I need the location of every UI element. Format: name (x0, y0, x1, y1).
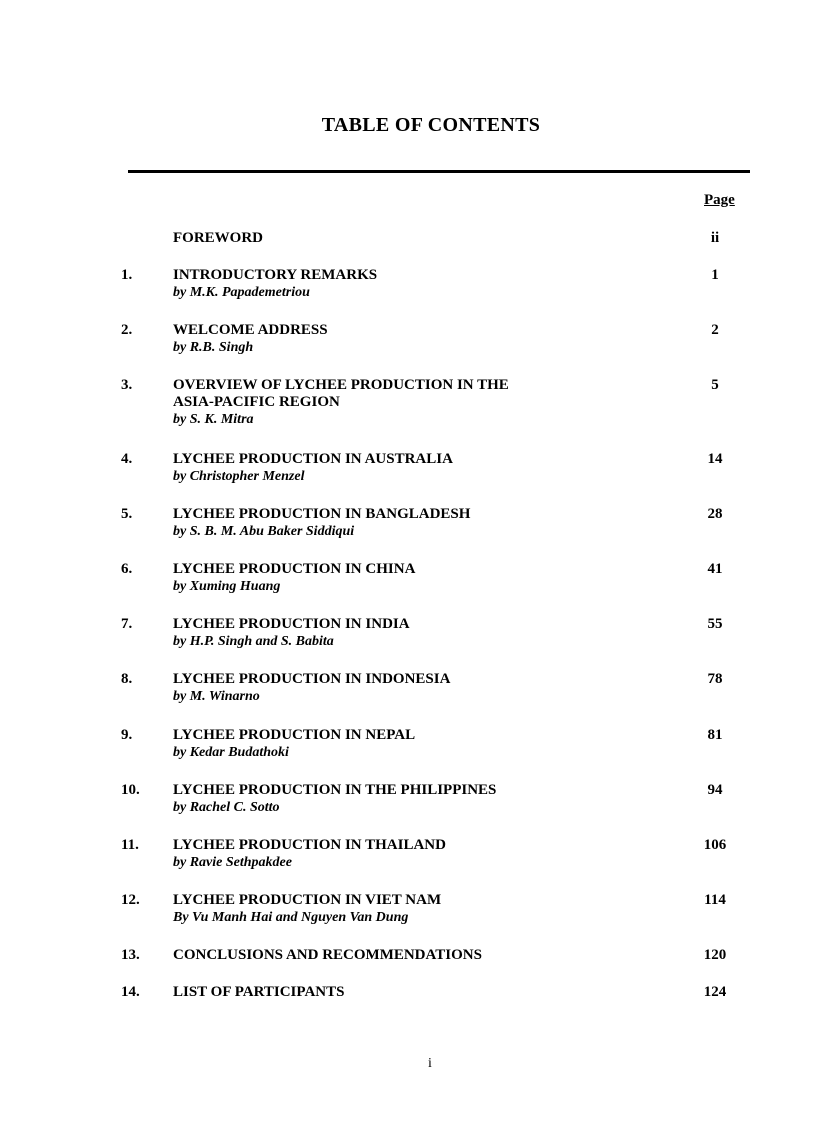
entry-heading: LYCHEE PRODUCTION IN THAILAND (173, 837, 446, 853)
entry-heading: CONCLUSIONS AND RECOMMENDATIONS (173, 947, 482, 963)
entry-heading: LYCHEE PRODUCTION IN AUSTRALIA (173, 451, 453, 467)
entry-heading-continued: ASIA-PACIFIC REGION (173, 394, 340, 410)
entry-heading: WELCOME ADDRESS (173, 322, 328, 338)
entry-page: 94 (707, 782, 723, 798)
entry-page: 106 (703, 837, 727, 853)
entry-heading: LYCHEE PRODUCTION IN THE PHILIPPINES (173, 782, 497, 798)
entry-number: 8. (121, 671, 133, 687)
entry-page: 5 (711, 377, 719, 393)
entry-author: by H.P. Singh and S. Babita (173, 634, 334, 649)
entry-heading: LYCHEE PRODUCTION IN BANGLADESH (173, 506, 471, 522)
entry-page: 124 (703, 984, 727, 1000)
entry-page: 28 (707, 506, 723, 522)
entry-number: 9. (121, 727, 133, 743)
entry-number: 12. (121, 892, 140, 908)
entry-heading: LYCHEE PRODUCTION IN INDIA (173, 616, 410, 632)
entry-number: 7. (121, 616, 133, 632)
page-number: i (428, 1056, 432, 1071)
entry-heading: INTRODUCTORY REMARKS (173, 267, 378, 283)
entry-author: by S. K. Mitra (173, 412, 254, 427)
entry-heading: LYCHEE PRODUCTION IN NEPAL (173, 727, 416, 743)
page-column-label: Page (704, 192, 735, 208)
entry-number: 2. (121, 322, 133, 338)
entry-heading: OVERVIEW OF LYCHEE PRODUCTION IN THE (173, 377, 509, 393)
entry-author: by R.B. Singh (173, 340, 254, 355)
entry-number: 13. (121, 947, 140, 963)
entry-heading: LIST OF PARTICIPANTS (173, 984, 345, 1000)
entry-page: 120 (703, 947, 727, 963)
entry-author: by Ravie Sethpakdee (173, 855, 292, 870)
entry-number: 14. (121, 984, 140, 1000)
entry-page: 14 (707, 451, 723, 467)
entry-author: by Rachel C. Sotto (173, 800, 280, 815)
entry-number: 11. (121, 837, 139, 853)
entry-number: 10. (121, 782, 140, 798)
entry-page: 81 (707, 727, 723, 743)
title-rule (128, 170, 750, 173)
entry-page: 2 (711, 322, 719, 338)
entry-page: 114 (704, 892, 726, 908)
entry-page: ii (710, 230, 720, 246)
entry-number: 4. (121, 451, 133, 467)
entry-author: by Christopher Menzel (173, 469, 305, 484)
entry-heading: FOREWORD (173, 230, 263, 246)
entry-author: by S. B. M. Abu Baker Siddiqui (173, 524, 355, 539)
entry-heading: LYCHEE PRODUCTION IN INDONESIA (173, 671, 451, 687)
entry-heading: LYCHEE PRODUCTION IN VIET NAM (173, 892, 442, 908)
entry-heading: LYCHEE PRODUCTION IN CHINA (173, 561, 416, 577)
entry-author: by M. Winarno (173, 689, 260, 704)
entry-author: By Vu Manh Hai and Nguyen Van Dung (173, 910, 409, 925)
entry-page: 55 (707, 616, 723, 632)
entry-number: 1. (121, 267, 133, 283)
entry-page: 41 (707, 561, 723, 577)
entry-number: 6. (121, 561, 133, 577)
entry-author: by M.K. Papademetriou (173, 285, 310, 300)
entry-page: 1 (711, 267, 719, 283)
entry-number: 5. (121, 506, 133, 522)
page-title: TABLE OF CONTENTS (321, 114, 541, 136)
entry-author: by Kedar Budathoki (173, 745, 289, 760)
entry-number: 3. (121, 377, 133, 393)
entry-page: 78 (707, 671, 723, 687)
entry-author: by Xuming Huang (173, 579, 281, 594)
